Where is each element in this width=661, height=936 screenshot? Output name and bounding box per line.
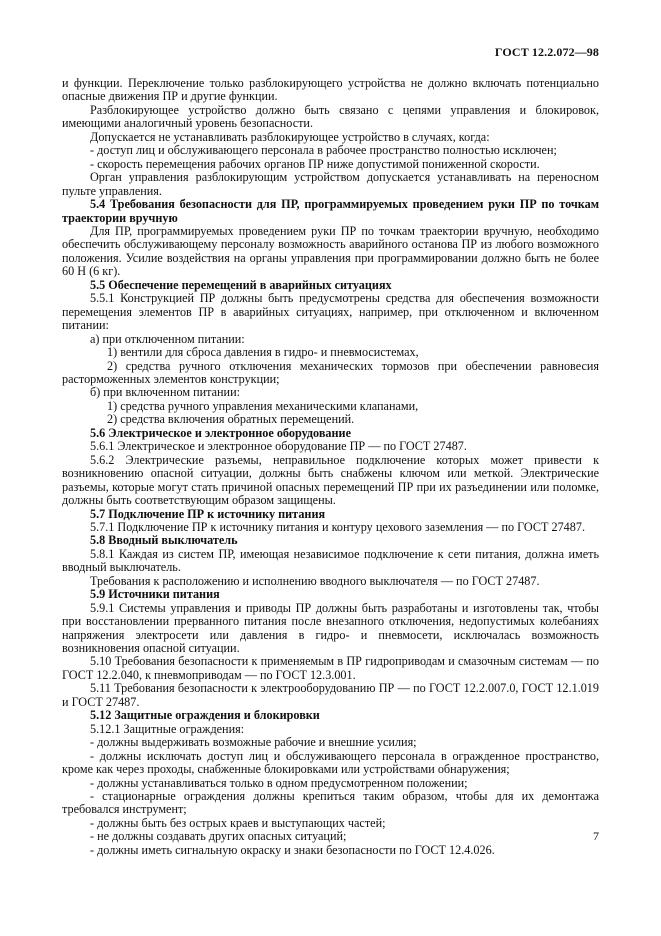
list-item: - стационарные ограждения должны крепиться таким образом, чтобы для их демонтажа требовался инструмент; (62, 789, 599, 817)
paragraph: Орган управления разблокирующим устройством допускается устанавливать на переносном пульте управления. (62, 170, 599, 198)
list-item: а) при отключенном питании: (90, 331, 245, 346)
page-header-standard: ГОСТ 12.2.072—98 (494, 45, 599, 59)
section-heading-5-4: 5.4 Требования безопасности для ПР, программируемых проведением руки ПР по точкам траектории вручную (62, 197, 599, 225)
section-heading-5-8: 5.8 Вводный выключатель (90, 533, 238, 548)
section-heading-5-5: 5.5 Обеспечение перемещений в аварийных ситуациях (90, 277, 392, 292)
paragraph: Требования к расположению и исполнению вводного выключателя — по ГОСТ 27487. (90, 573, 540, 588)
list-item: - доступ лиц и обслуживающего персонала в рабочее пространство полностью исключен; (90, 143, 557, 158)
section-heading-5-12: 5.12 Защитные ограждения и блокировки (90, 708, 320, 723)
paragraph-continuation: и функции. Переключение только разблокирующего устройства не должно включать потенциально опасные движения ПР и другие функции. (62, 76, 599, 104)
list-item: - должны выдерживать возможные рабочие и внешние усилия; (90, 735, 417, 750)
paragraph: 5.12.1 Защитные ограждения: (90, 721, 245, 736)
page-number: 7 (593, 829, 599, 843)
paragraph: 5.7.1 Подключение ПР к источнику питания и контуру цехового заземления — по ГОСТ 27487. (90, 519, 585, 534)
sub-list-item: 1) вентили для сброса давления в гидро- и пневмосистемах, (107, 345, 419, 360)
list-item: - не должны создавать других опасных ситуаций; (90, 829, 347, 844)
list-item: б) при включенном питании: (90, 385, 240, 400)
paragraph: 5.9.1 Системы управления и приводы ПР должны быть разработаны и изготовлены так, чтобы при восстановлении прерванного питания после внезапного отключения, недопустимых колебаниях напряжения электросети или давления в гидро- и пневмосети, исключалась возможность возникновения опасной ситуации. (62, 600, 599, 656)
section-heading-5-6: 5.6 Электрическое и электронное оборудование (90, 425, 351, 440)
section-heading-5-7: 5.7 Подключение ПР к источнику питания (90, 506, 326, 521)
list-item: - должны быть без острых краев и выступающих частей; (90, 815, 386, 830)
list-item: - скорость перемещения рабочих органов ПР ниже допустимой пониженной скорости. (90, 156, 540, 171)
list-item: - должны устанавливаться только в одном предусмотренном положении; (90, 775, 468, 790)
paragraph: 5.6.2 Электрические разъемы, неправильное подключение которых может привести к возникновению опасной ситуации, должны быть снабжены ключом или меткой. Электрические разъемы, которые могут стать причиной опасных перемещений ПР при их разъединении или поломке, должны быть соответствующим образом защищены. (62, 452, 599, 508)
list-item: - должны исключать доступ лиц и обслуживающего персонала в огражденное пространство, кроме как через проходы, снабженные блокировками или устройствами обнаружения; (62, 748, 599, 777)
sub-list-item: 2) средства ручного отключения механических тормозов при обеспечении равновесия расторможенных элементов конструкции; (62, 358, 599, 386)
paragraph: 5.10 Требования безопасности к применяемым в ПР гидроприводам и смазочным системам — по ГОСТ 12.2.040, к пневмоприводам — по ГОСТ 12.3.001. (62, 654, 599, 682)
paragraph: Для ПР, программируемых проведением руки ПР по точкам траектории вручную, необходимо обеспечить обслуживающему персоналу возможность аварийного останова ПР из любого возможного положения. Усилие воздействия на органы управления при программировании должно быть не более 60 Н (6 кг). (62, 223, 599, 279)
paragraph: 5.8.1 Каждая из систем ПР, имеющая независимое подключение к сети питания, должна иметь вводный выключатель. (62, 546, 599, 575)
list-item: - должны иметь сигнальную окраску и знаки безопасности по ГОСТ 12.4.026. (90, 842, 495, 857)
paragraph: 5.11 Требования безопасности к электрооборудованию ПР — по ГОСТ 12.2.007.0, ГОСТ 12.1.019 и ГОСТ 27487. (62, 681, 599, 709)
paragraph: 5.5.1 Конструкцией ПР должны быть предусмотрены средства для обеспечения возможности перемещения элементов ПР в аварийных ситуациях, например, при отключенном и включенном питании: (62, 291, 599, 333)
sub-list-item: 2) средства включения обратных перемещений. (107, 412, 355, 427)
section-heading-5-9: 5.9 Источники питания (90, 587, 220, 602)
document-body (62, 77, 599, 857)
sub-list-item: 1) средства ручного управления механическими клапанами, (107, 398, 419, 413)
paragraph: Допускается не устанавливать разблокирующее устройство в случаях, когда: (90, 129, 490, 144)
paragraph: 5.6.1 Электрическое и электронное оборудование ПР — по ГОСТ 27487. (90, 439, 467, 454)
paragraph: Разблокирующее устройство должно быть связано с цепями управления и блокировок, имеющими аналогичный уровень безопасности. (62, 102, 599, 131)
